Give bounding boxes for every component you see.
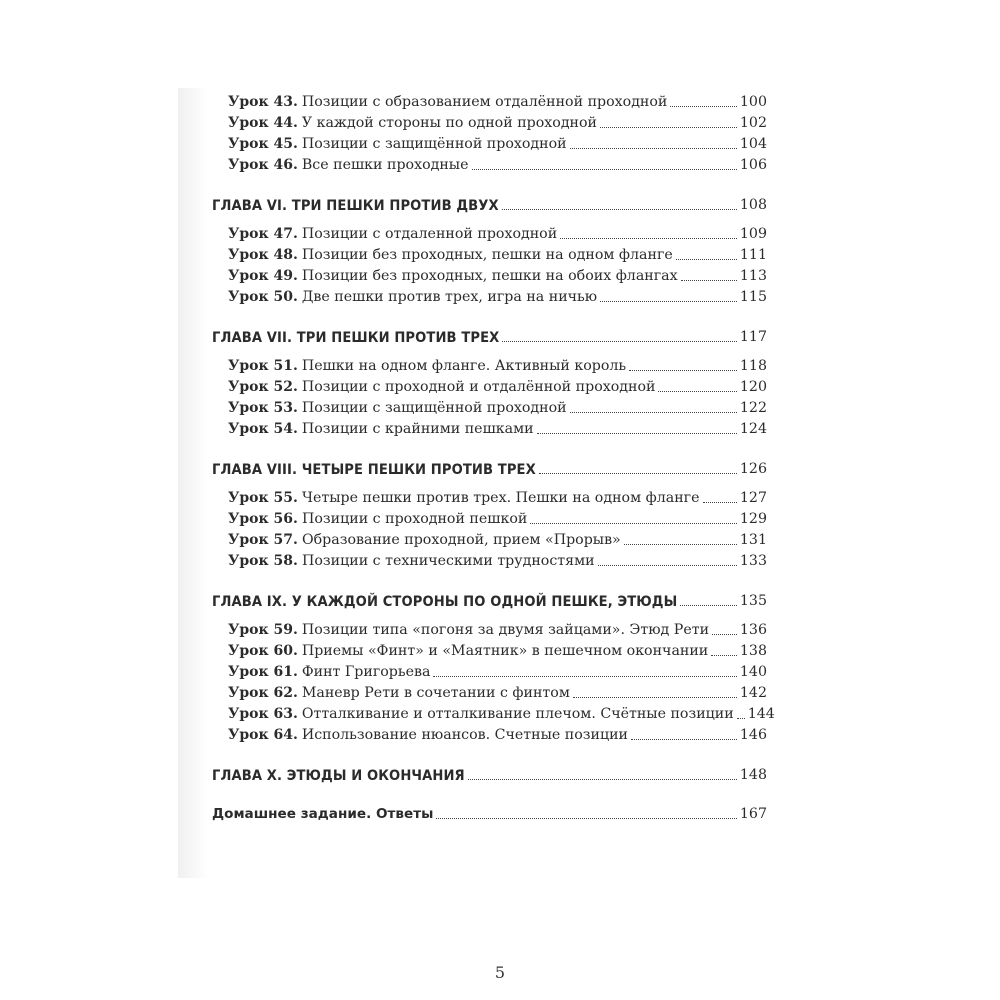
toc-entry-lesson-55[interactable]	[228, 487, 767, 507]
dot-leader	[468, 779, 737, 780]
lesson-title: Финт Григорьева	[301, 664, 431, 680]
lesson-title: Позиции с защищённой проходной	[301, 400, 567, 416]
chapter-title: ГЛАВА VII. ТРИ ПЕШКИ ПРОТИВ ТРЕХ	[212, 329, 500, 346]
page-ref: 133	[739, 553, 767, 569]
lesson-title: Пешки на одном фланге. Активный король	[301, 358, 627, 374]
page-number: 5	[494, 963, 506, 982]
lesson-title: Позиции с отдаленной проходной	[301, 226, 558, 242]
page-ref: 106	[739, 157, 767, 173]
page-ref: 167	[739, 806, 767, 822]
lesson-number: Урок 55.	[228, 490, 298, 506]
lesson-title: Четыре пешки против трех. Пешки на одном фланге	[302, 490, 700, 506]
lesson-number: Урок 49.	[228, 268, 298, 284]
page-ref: 124	[739, 421, 767, 437]
lesson-title: Позиции с проходной и отдалённой проходной	[301, 379, 656, 395]
lesson-number: Урок 45.	[228, 136, 298, 152]
lesson-number: Урок 47.	[228, 226, 298, 242]
page-ref: 100	[739, 94, 767, 110]
chapter-title: ГЛАВА IX. У КАЖДОЙ СТОРОНЫ ПО ОДНОЙ ПЕШКЕ, ЭТЮДЫ	[212, 593, 678, 610]
page-ref: 120	[739, 379, 767, 395]
lesson-number: Урок 60.	[228, 643, 298, 659]
dot-leader	[676, 259, 737, 260]
toc-entry-lesson-53[interactable]	[228, 397, 767, 417]
toc-chapter-7[interactable]	[212, 326, 767, 346]
toc-chapter-9[interactable]	[212, 590, 767, 610]
page-ref: 104	[739, 136, 767, 152]
lesson-number: Урок 53.	[228, 400, 298, 416]
lesson-number: Урок 58.	[228, 553, 298, 569]
homework-title: Домашнее задание. Ответы	[212, 806, 434, 822]
dot-leader	[658, 391, 736, 392]
dot-leader	[502, 209, 737, 210]
page-ref: 118	[739, 358, 767, 374]
page-ref: 127	[739, 490, 767, 506]
lesson-title: Все пешки проходные	[301, 157, 469, 173]
dot-leader	[537, 433, 737, 434]
lesson-number: Урок 52.	[228, 379, 298, 395]
dot-leader	[670, 106, 737, 107]
page-ref: 126	[739, 461, 767, 477]
lesson-title: Маневр Рети в сочетании с финтом	[301, 685, 570, 701]
lesson-title: Две пешки против трех, игра на ничью	[301, 289, 598, 305]
dot-leader	[539, 473, 737, 474]
lesson-title: У каждой стороны по одной проходной	[301, 115, 598, 131]
dot-leader	[624, 544, 737, 545]
lesson-number: Урок 59.	[228, 622, 298, 638]
toc-entry-lesson-46[interactable]	[228, 154, 767, 174]
toc-entry-lesson-62[interactable]	[228, 682, 767, 702]
toc-chapter-10[interactable]	[212, 764, 767, 784]
dot-leader	[598, 565, 737, 566]
toc-entry-lesson-48[interactable]	[228, 244, 767, 264]
lesson-number: Урок 48.	[228, 247, 298, 263]
dot-leader	[570, 148, 737, 149]
dot-leader	[530, 523, 737, 524]
page-ref: 135	[739, 593, 767, 609]
toc-entry-lesson-58[interactable]	[228, 550, 767, 570]
toc-entry-lesson-44[interactable]	[228, 112, 767, 132]
chapter-title: ГЛАВА VI. ТРИ ПЕШКИ ПРОТИВ ДВУХ	[212, 197, 499, 214]
dot-leader	[600, 127, 737, 128]
lesson-title: Позиции без проходных, пешки на одном фланге	[301, 247, 673, 263]
toc-entry-lesson-60[interactable]	[228, 640, 767, 660]
lesson-number: Урок 62.	[228, 685, 298, 701]
lesson-title: Позиции с техническими трудностями	[302, 553, 595, 569]
page-ref: 111	[739, 247, 767, 263]
lesson-number: Урок 61.	[228, 664, 298, 680]
dot-leader	[436, 818, 736, 819]
toc-entry-lesson-43[interactable]	[228, 91, 767, 111]
dot-leader	[560, 238, 737, 239]
lesson-title: Позиции с образованием отдалённой проходной	[301, 94, 668, 110]
page-ref: 129	[739, 511, 767, 527]
toc-entry-lesson-59[interactable]	[228, 619, 767, 639]
lesson-title: Позиции с крайними пешками	[301, 421, 534, 437]
page-ref: 117	[739, 329, 767, 345]
dot-leader	[573, 697, 737, 698]
page-ref: 142	[739, 685, 767, 701]
page-ref: 108	[739, 197, 767, 213]
page-ref: 138	[739, 643, 767, 659]
dot-leader	[712, 634, 737, 635]
toc-chapter-6[interactable]	[212, 194, 767, 214]
lesson-title: Позиции с проходной пешкой	[302, 511, 528, 527]
lesson-number: Урок 43.	[228, 94, 298, 110]
toc-entry-lesson-50[interactable]	[228, 286, 767, 306]
lesson-number: Урок 64.	[228, 727, 298, 743]
page-ref: 115	[739, 289, 767, 305]
page-ref: 122	[739, 400, 767, 416]
toc-chapter-8[interactable]	[212, 458, 767, 478]
page-ref: 148	[739, 767, 767, 783]
toc-entry-lesson-49[interactable]	[228, 265, 767, 285]
dot-leader	[472, 169, 737, 170]
toc-entry-lesson-61[interactable]	[228, 661, 767, 681]
toc-entry-lesson-52[interactable]	[228, 376, 767, 396]
lesson-number: Урок 56.	[228, 511, 298, 527]
lesson-title: Позиции с защищённой проходной	[301, 136, 567, 152]
page-ref: 144	[747, 706, 775, 722]
toc-entry-lesson-54[interactable]	[228, 418, 767, 438]
page-ref: 136	[739, 622, 767, 638]
chapter-title: ГЛАВА VIII. ЧЕТЫРЕ ПЕШКИ ПРОТИВ ТРЕХ	[212, 461, 536, 478]
lesson-number: Урок 54.	[228, 421, 298, 437]
toc-entry-lesson-57[interactable]	[228, 529, 767, 549]
lesson-number: Урок 57.	[228, 532, 298, 548]
lesson-number: Урок 44.	[228, 115, 298, 131]
page-ref: 109	[739, 226, 767, 242]
dot-leader	[680, 605, 737, 606]
lesson-title: Отталкивание и отталкивание плечом. Счётные позиции	[301, 706, 734, 722]
lesson-title: Приемы «Финт» и «Маятник» в пешечном окончании	[301, 643, 709, 659]
page-ref: 131	[739, 532, 767, 548]
dot-leader	[703, 502, 737, 503]
toc-homework-answers[interactable]	[212, 803, 767, 823]
toc-entry-lesson-51[interactable]	[228, 355, 767, 375]
dot-leader	[502, 341, 736, 342]
lesson-title: Использование нюансов. Счетные позиции	[301, 727, 629, 743]
dot-leader	[570, 412, 737, 413]
page-ref: 146	[739, 727, 767, 743]
toc-entry-lesson-45[interactable]	[228, 133, 767, 153]
dot-leader	[711, 655, 737, 656]
dot-leader	[600, 301, 737, 302]
lesson-number: Урок 63.	[228, 706, 298, 722]
lesson-number: Урок 50.	[228, 289, 298, 305]
dot-leader	[737, 718, 745, 719]
toc-entry-lesson-56[interactable]	[228, 508, 767, 528]
dot-leader	[631, 739, 737, 740]
lesson-title: Позиции типа «погоня за двумя зайцами». Этюд Рети	[301, 622, 710, 638]
dot-leader	[681, 280, 737, 281]
lesson-title: Образование проходной, прием «Прорыв»	[302, 532, 621, 548]
page-ref: 102	[739, 115, 767, 131]
page-ref: 113	[739, 268, 767, 284]
lesson-number: Урок 46.	[228, 157, 298, 173]
page-ref: 140	[739, 664, 767, 680]
dot-leader	[629, 370, 737, 371]
toc-entry-lesson-47[interactable]	[228, 223, 767, 243]
toc-entry-lesson-64[interactable]	[228, 724, 767, 744]
dot-leader	[433, 676, 736, 677]
page-gutter-shadow	[178, 88, 208, 878]
chapter-title: ГЛАВА X. ЭТЮДЫ И ОКОНЧАНИЯ	[212, 767, 465, 784]
toc-entry-lesson-63[interactable]	[228, 703, 775, 723]
lesson-title: Позиции без проходных, пешки на обоих флангах	[301, 268, 678, 284]
lesson-number: Урок 51.	[228, 358, 298, 374]
